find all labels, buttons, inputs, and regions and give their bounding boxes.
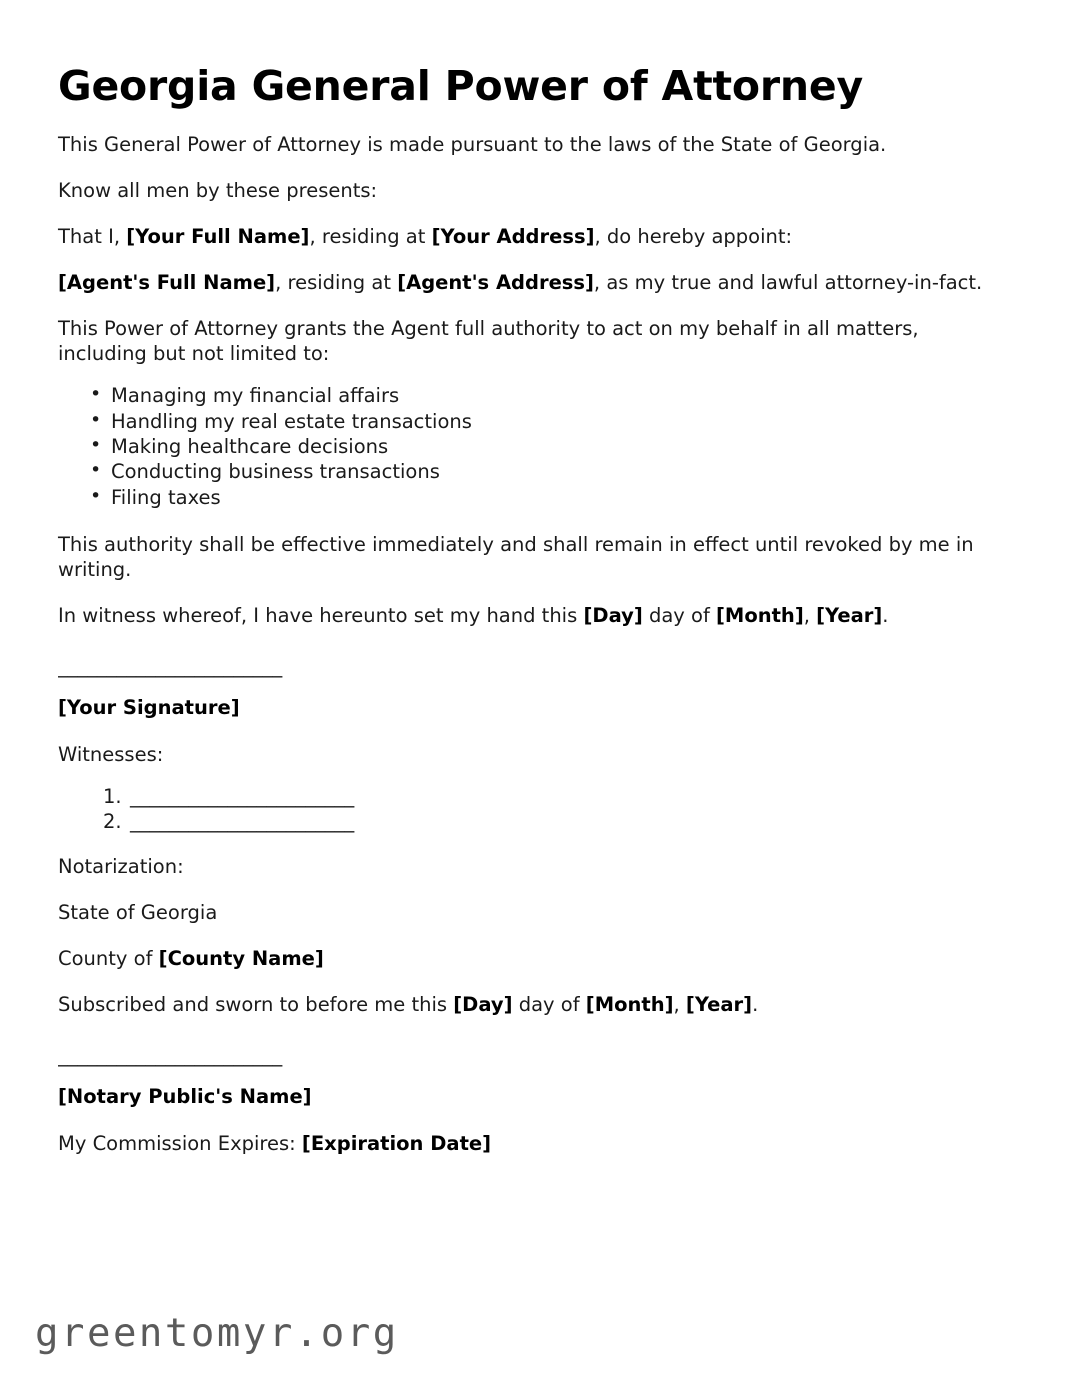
notary-signature-label: [Notary Public's Name] — [58, 1085, 312, 1109]
powers-list — [58, 383, 1010, 509]
effective-paragraph: This authority shall be effective immediately and shall remain in effect until revoked by me in writing. — [58, 532, 974, 581]
list-item: • Filing taxes — [111, 485, 1010, 510]
witness-clause-mid: day of — [642, 603, 717, 627]
sworn-clause-separator: , — [673, 993, 686, 1017]
year-placeholder: [Year] — [816, 603, 883, 627]
witness-blank-line: _______________________ — [130, 810, 355, 834]
sworn-clause-paragraph — [58, 992, 1010, 1017]
intro-paragraph: This General Power of Attorney is made pursuant to the laws of the State of Georgia. — [58, 133, 887, 157]
notary-month-placeholder: [Month] — [585, 993, 674, 1017]
principal-clause-tail: , do hereby appoint: — [594, 225, 793, 249]
grant-paragraph: This Power of Attorney grants the Agent full authority to act on my behalf in all matters, including but not limited to: — [58, 317, 919, 366]
list-item: • Making healthcare decisions — [111, 434, 1010, 459]
footer-brand-watermark: greentomyr.org — [35, 1311, 399, 1356]
witnesses-heading: Witnesses: — [58, 742, 164, 766]
notary-day-placeholder: [Day] — [453, 993, 513, 1017]
agent-clause-tail: , as my true and lawful attorney-in-fact. — [593, 271, 983, 295]
sworn-clause-lead: Subscribed and sworn to before me this — [58, 993, 454, 1017]
list-item — [103, 809, 1010, 834]
list-item: • Conducting business transactions — [111, 459, 1010, 484]
sworn-clause-tail: . — [752, 993, 759, 1017]
witness-clause-separator: , — [803, 603, 817, 627]
county-line — [58, 946, 1010, 971]
notarization-heading: Notarization: — [58, 855, 184, 879]
list-item: • Managing my financial affairs — [111, 383, 1010, 408]
commission-line-lead: My Commission Expires: — [58, 1132, 302, 1156]
witness-clause-paragraph — [58, 603, 1010, 628]
principal-address-placeholder: [Your Address] — [431, 225, 595, 249]
witness-number: 2. — [103, 810, 122, 834]
witness-number: 1. — [103, 784, 122, 808]
commission-expiration-line — [58, 1131, 1010, 1156]
notary-signature-rule: _______________________ — [58, 1044, 283, 1068]
witness-signature-list — [58, 784, 1010, 835]
preamble-paragraph: Know all men by these presents: — [58, 179, 378, 203]
principal-clause-mid: , residing at — [309, 225, 432, 249]
notary-year-placeholder: [Year] — [685, 993, 753, 1017]
county-name-placeholder: [County Name] — [158, 947, 324, 971]
sworn-clause-mid: day of — [512, 993, 586, 1017]
witness-blank-line: _______________________ — [130, 784, 355, 808]
list-item — [103, 784, 1010, 809]
county-line-lead: County of — [58, 947, 159, 971]
signature-label: [Your Signature] — [58, 695, 240, 719]
day-placeholder: [Day] — [583, 603, 643, 627]
agent-name-placeholder: [Agent's Full Name] — [58, 271, 276, 295]
agent-clause-paragraph — [58, 270, 1010, 295]
principal-clause-lead: That I, — [58, 225, 127, 249]
state-line: State of Georgia — [58, 901, 218, 925]
witness-clause-tail: . — [882, 603, 889, 627]
principal-name-placeholder: [Your Full Name] — [126, 225, 310, 249]
expiration-date-placeholder: [Expiration Date] — [301, 1132, 492, 1156]
principal-clause-paragraph — [58, 224, 1010, 249]
list-item: • Handling my real estate transactions — [111, 409, 1010, 434]
witness-clause-lead: In witness whereof, I have hereunto set my hand this — [58, 603, 584, 627]
agent-clause-mid: , residing at — [275, 271, 398, 295]
page-title: Georgia General Power of Attorney — [58, 62, 863, 110]
month-placeholder: [Month] — [716, 603, 804, 627]
signature-rule: _______________________ — [58, 654, 283, 678]
agent-address-placeholder: [Agent's Address] — [397, 271, 594, 295]
